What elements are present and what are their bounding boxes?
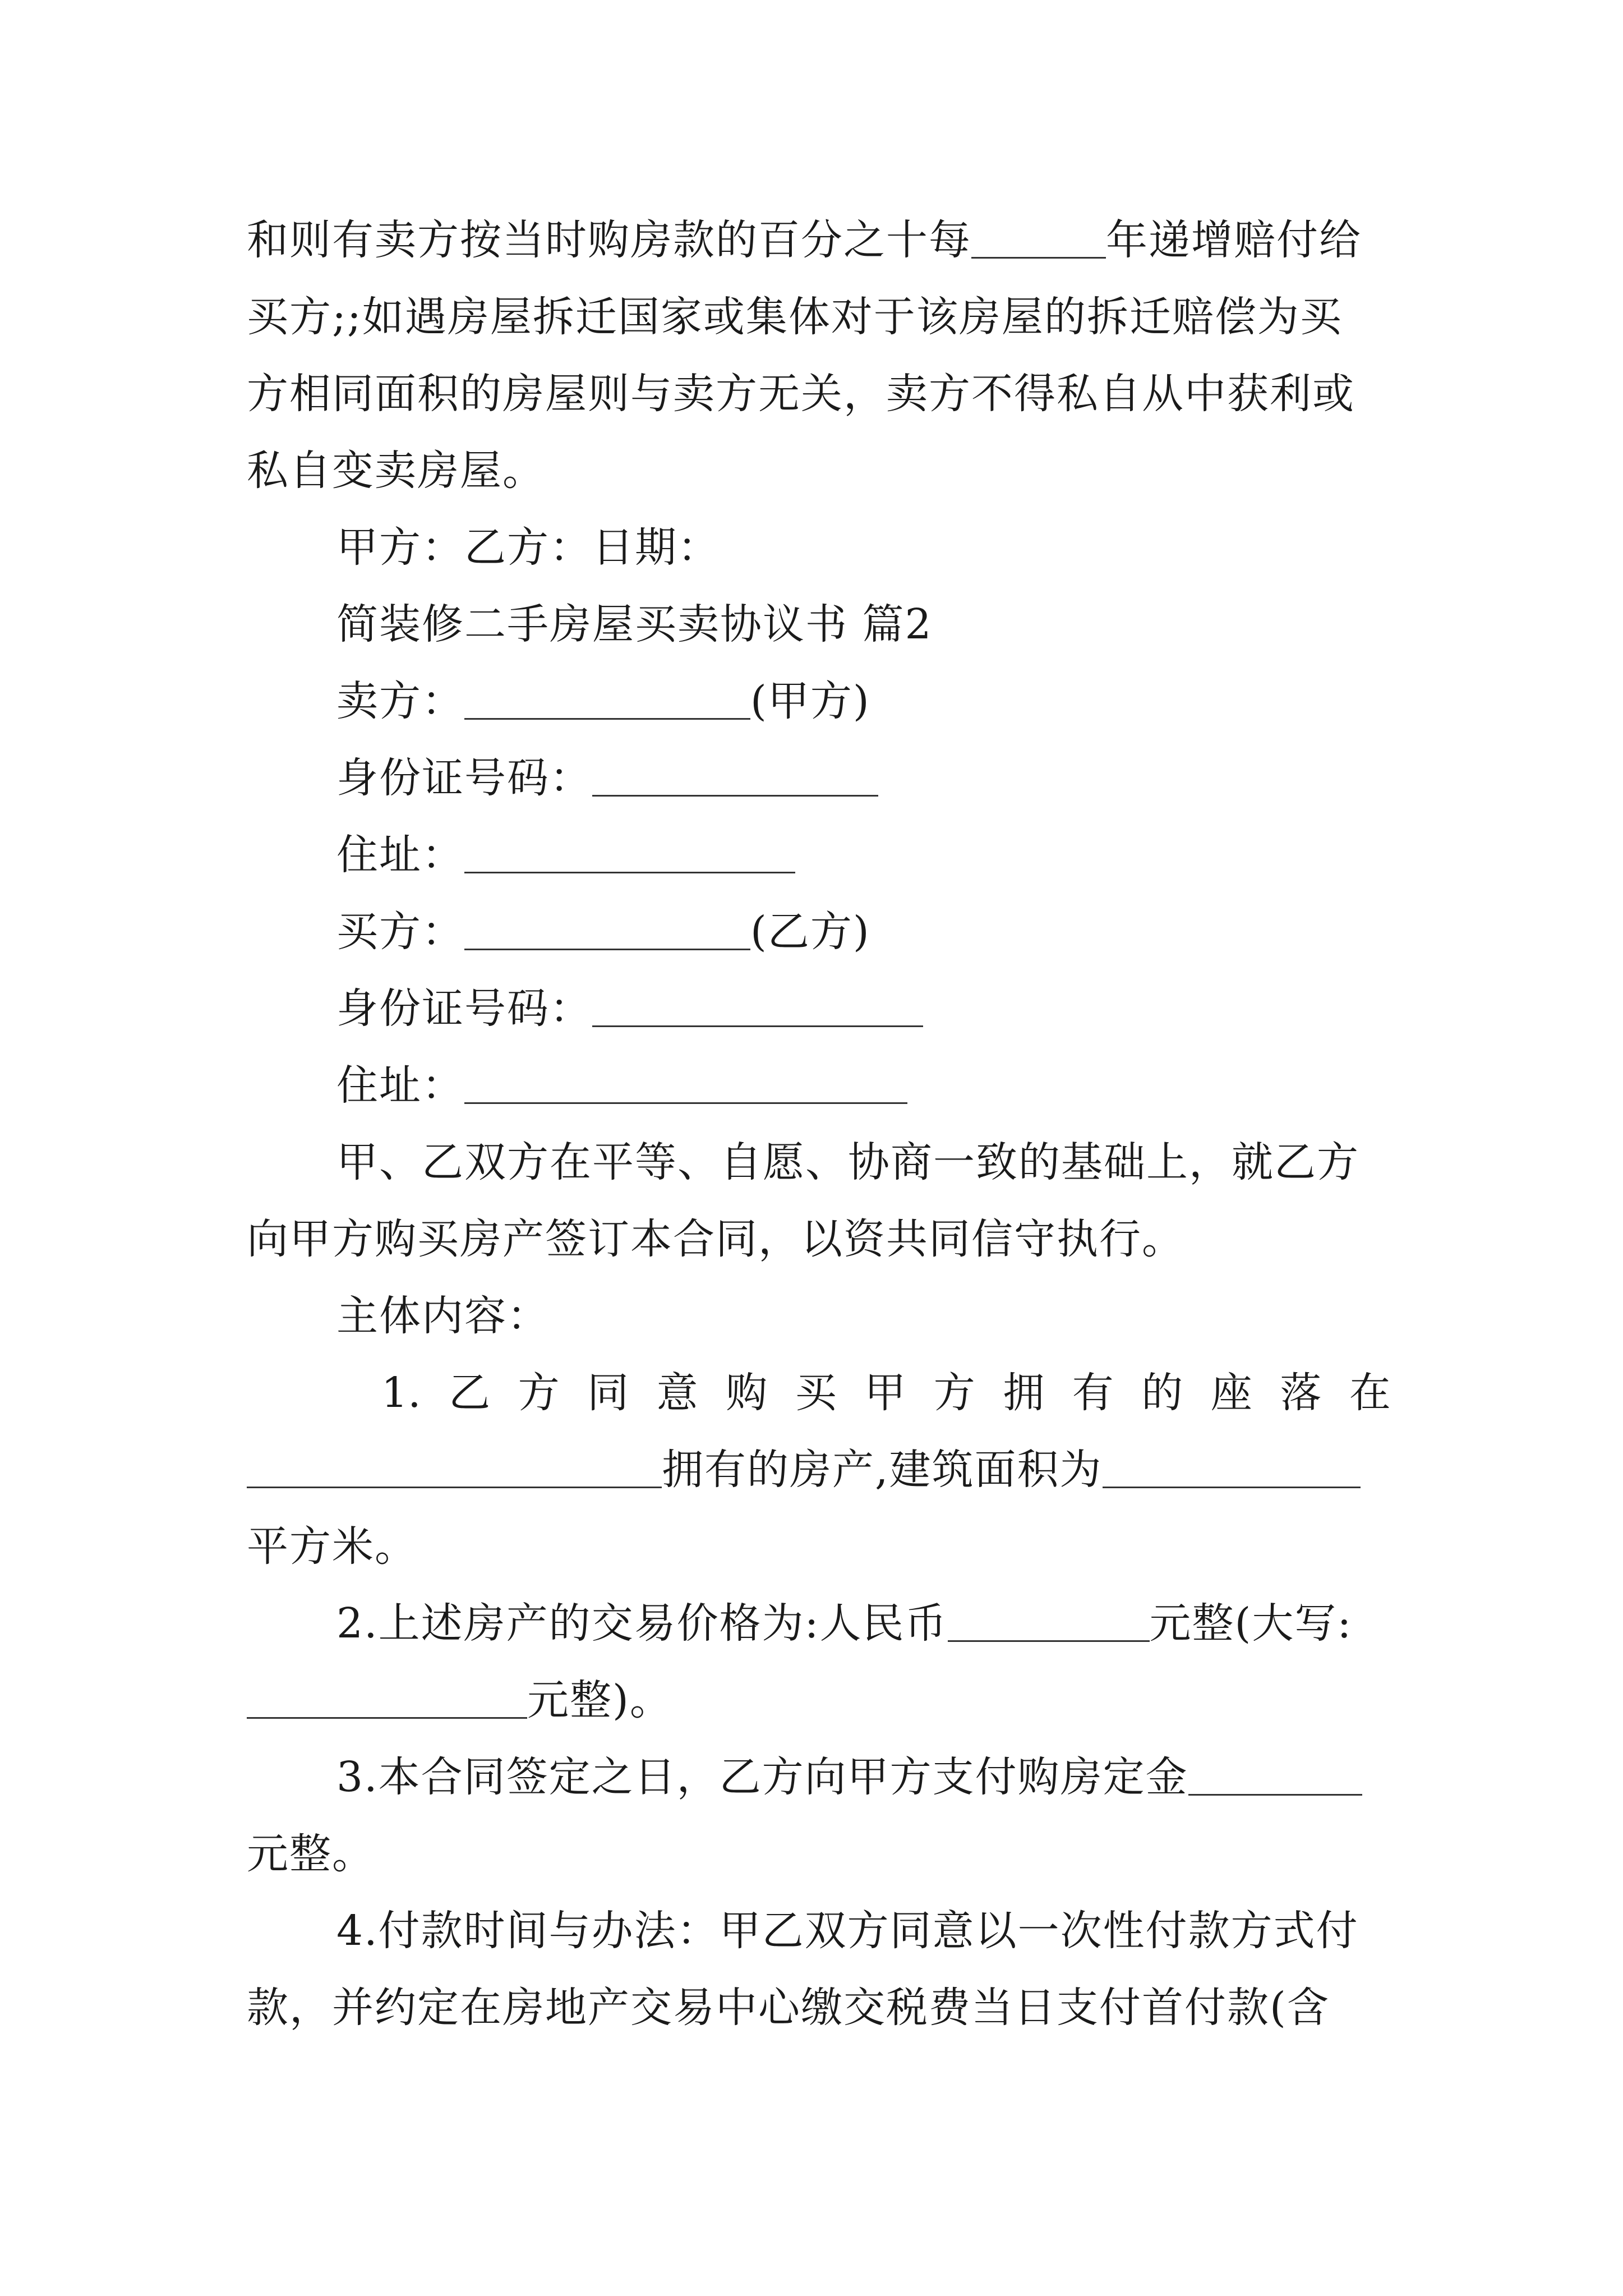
item-2-line-1 [247, 1585, 1391, 1662]
word: 的 [1141, 1369, 1183, 1417]
seller-address-label: 住址： [336, 831, 464, 879]
seller-id-blank [592, 753, 878, 797]
paragraph-line: 向甲方购买房产签订本合同，以资共同信守执行。 [247, 1215, 1184, 1263]
main-content-heading: 主体内容： [336, 1292, 550, 1340]
word: 在 [1349, 1369, 1391, 1417]
area-blank [1103, 1445, 1361, 1488]
seller-label: 卖方： [336, 677, 464, 725]
fill-in-blank [971, 215, 1106, 259]
document-page [247, 202, 1391, 2046]
seller-suffix: (甲方) [750, 677, 870, 725]
section-title: 简装修二手房屋买卖协议书 篇2 [336, 600, 933, 648]
item-3-line-2: 元整。 [247, 1830, 375, 1878]
text: 拥有的房产,建筑面积为 [662, 1446, 1103, 1494]
buyer-id-label: 身份证号码： [336, 984, 592, 1033]
text: 年递增赔付给 [1106, 216, 1362, 264]
paragraph-line [247, 202, 1391, 279]
paragraph-line: 买方;;如遇房屋拆迁国家或集体对于该房屋的拆迁赔偿为买 [247, 293, 1343, 341]
paragraph-line: 甲、乙双方在平等、自愿、协商一致的基础上，就乙方 [336, 1138, 1359, 1186]
text: 3.本合同签定之日，乙方向甲方支付购房定金 [336, 1753, 1188, 1801]
word: 买 [795, 1369, 837, 1417]
word: 座 [1210, 1369, 1252, 1417]
seller-field [247, 663, 1391, 740]
buyer-id-blank [592, 984, 923, 1027]
location-blank [247, 1445, 662, 1488]
item-4-line-1: 4.付款时间与办法：甲乙双方同意以一次性付款方式付 [336, 1907, 1359, 1955]
word: 方 [933, 1369, 975, 1417]
price-blank [948, 1599, 1150, 1642]
text: 元整)。 [527, 1676, 672, 1724]
item-3-line-1 [247, 1739, 1391, 1816]
buyer-field [247, 894, 1391, 970]
buyer-address-blank [464, 1061, 907, 1104]
buyer-suffix: (乙方) [750, 908, 870, 956]
signature-line: 甲方：乙方：日期： [336, 523, 720, 572]
word: 乙 [449, 1369, 491, 1417]
text: 和则有卖方按当时购房款的百分之十每 [247, 216, 971, 264]
word: 意 [656, 1369, 698, 1417]
buyer-address-field [247, 1047, 1391, 1124]
seller-id-label: 身份证号码： [336, 754, 592, 802]
paragraph-line: 方相同面积的房屋则与卖方无关，卖方不得私自从中获利或 [247, 370, 1355, 418]
price-uppercase-blank [247, 1676, 527, 1719]
buyer-address-label: 住址： [336, 1061, 464, 1110]
word: 拥 [1003, 1369, 1045, 1417]
item-4-line-2: 款，并约定在房地产交易中心缴交税费当日支付首付款(含 [247, 1984, 1330, 2032]
buyer-blank [464, 907, 750, 950]
text: 2.上述房产的交易价格为:人民币 [336, 1599, 948, 1648]
word: 购 [726, 1369, 768, 1417]
item-2-line-2 [247, 1662, 1391, 1739]
word: 方 [518, 1369, 560, 1417]
buyer-id-field [247, 970, 1391, 1047]
deposit-blank [1188, 1752, 1362, 1796]
item-1-line-3: 平方米。 [247, 1522, 417, 1571]
word: 1. [381, 1369, 421, 1417]
word: 同 [587, 1369, 629, 1417]
paragraph-line: 私自变卖房屋。 [247, 447, 545, 495]
item-1-line-1 [247, 1355, 1391, 1432]
seller-id-field [247, 740, 1391, 817]
seller-address-blank [464, 830, 795, 873]
word: 甲 [864, 1369, 906, 1417]
seller-address-field [247, 817, 1391, 894]
text: 元整(大写: [1149, 1599, 1353, 1648]
buyer-label: 买方： [336, 908, 464, 956]
item-1-line-2 [247, 1432, 1391, 1508]
seller-blank [464, 677, 750, 720]
word: 有 [1072, 1369, 1114, 1417]
word: 落 [1280, 1369, 1322, 1417]
